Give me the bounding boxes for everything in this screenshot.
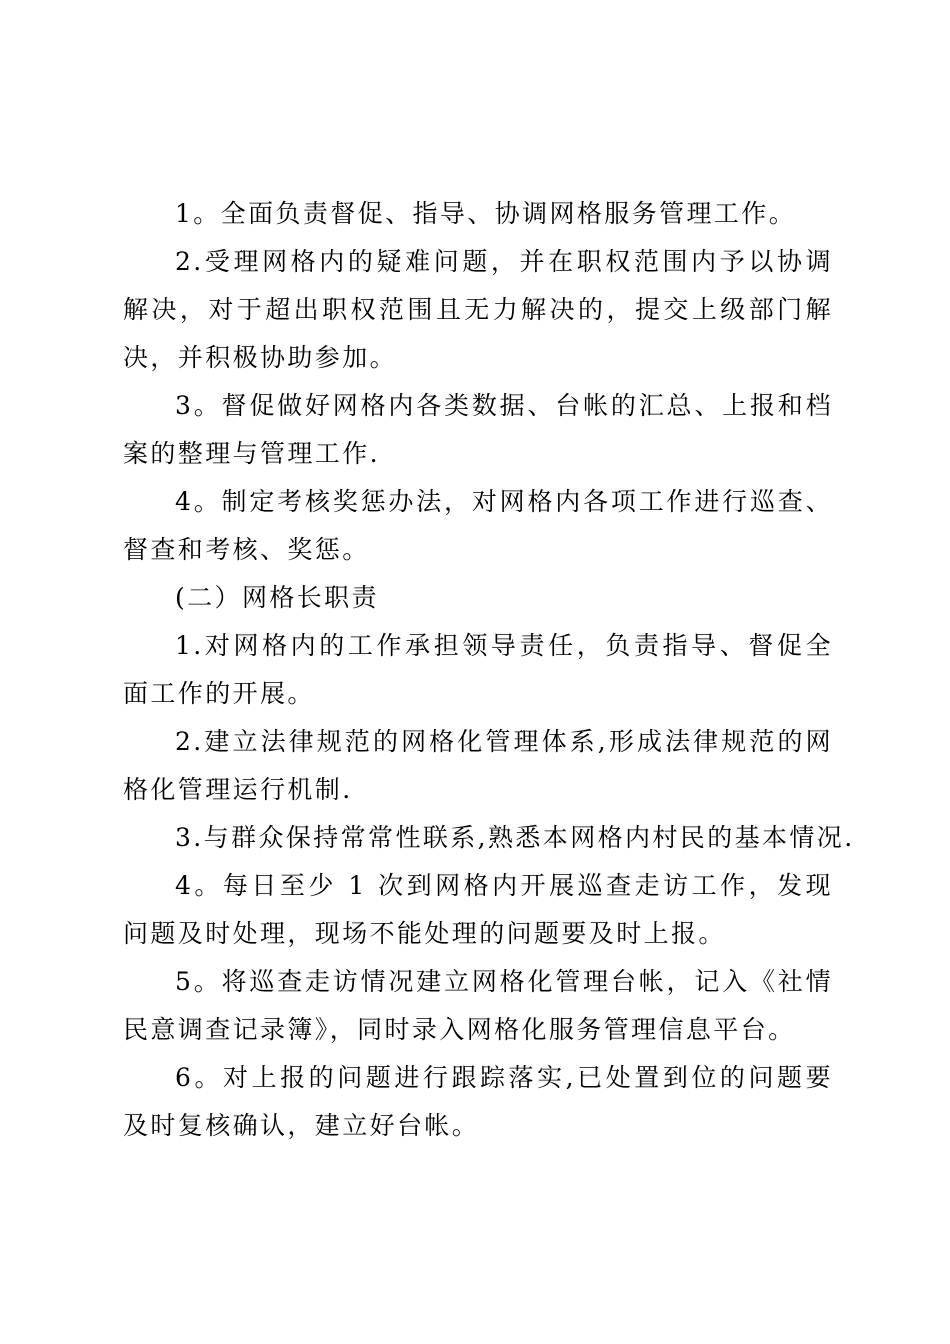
duty-item-4: 4。制定考核奖惩办法，对网格内各项工作进行巡查、督查和考核、奖惩。 (123, 487, 833, 564)
section-heading: (二）网格长职责 (175, 583, 379, 612)
duty-item-3: 3。督促做好网格内各类数据、台帐的汇总、上报和档案的整理与管理工作. (123, 391, 833, 468)
grid-leader-duty-2: 2.建立法律规范的网格化管理体系,形成法律规范的网格化管理运行机制. (123, 727, 833, 804)
grid-leader-duty-4: 4。每日至少 1 次到网格内开展巡查走访工作，发现问题及时处理，现场不能处理的问题要及时上报。 (123, 871, 833, 948)
document-body (123, 190, 855, 1150)
grid-leader-duty-6: 6。对上报的问题进行跟踪落实,已处置到位的问题要及时复核确认，建立好台帐。 (123, 1063, 833, 1140)
duty-item-1: 1。全面负责督促、指导、协调网格服务管理工作。 (175, 199, 797, 228)
duty-item-2: 2.受理网格内的疑难问题，并在职权范围内予以协调解决，对于超出职权范围且无力解决的，提交上级部门解决，并积极协助参加。 (123, 247, 833, 372)
grid-leader-duty-5: 5。将巡查走访情况建立网格化管理台帐，记入《社情民意调查记录簿》，同时录入网格化服务管理信息平台。 (123, 967, 833, 1044)
grid-leader-duty-1: 1.对网格内的工作承担领导责任，负责指导、督促全面工作的开展。 (123, 631, 833, 708)
grid-leader-duty-3: 3.与群众保持常常性联系,熟悉本网格内村民的基本情况. (175, 823, 855, 852)
